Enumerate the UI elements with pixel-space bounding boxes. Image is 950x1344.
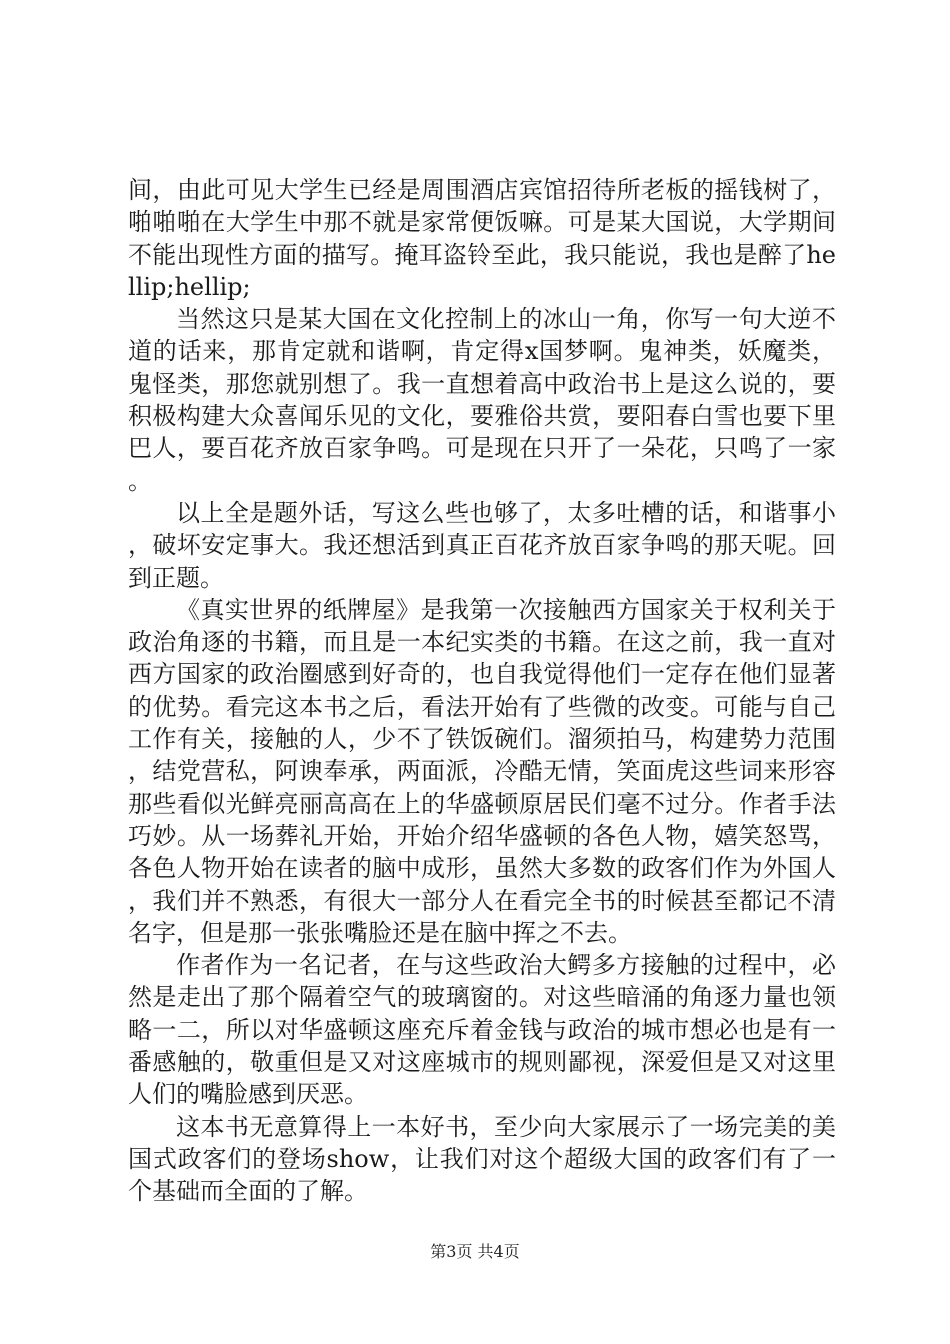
paragraph-1: 间，由此可见大学生已经是周围酒店宾馆招待所老板的摇钱树了，啪啪啪在大学生中那不就是家常便饭嘛。可是某大国说，大学期间不能出现性方面的描写。掩耳盗铃至此，我只能说，我也是醉了hellip;hellip; (128, 176, 836, 301)
page-number-footer: 第3页 共4页 (430, 1242, 520, 1261)
paragraph-4: 《真实世界的纸牌屋》是我第一次接触西方国家关于权利关于政治角逐的书籍，而且是一本纪实类的书籍。在这之前，我一直对西方国家的政治圈感到好奇的，也自我觉得他们一定存在他们显著的优势。看完这本书之后，看法开始有了些微的改变。可能与自己工作有关，接触的人，少不了铁饭碗们。溜须拍马，构建势力范围，结党营私，阿谀奉承，两面派，冷酷无情，笑面虎这些词来形容那些看似光鲜亮丽高高在上的华盛顿原居民们毫不过分。作者手法巧妙。从一场葬礼开始，开始介绍华盛顿的各色人物，嬉笑怒骂，各色人物开始在读者的脑中成形，虽然大多数的政客们作为外国人，我们并不熟悉，有很大一部分人在看完全书的时候甚至都记不清名字，但是那一张张嘴脸还是在脑中挥之不去。 (128, 595, 836, 947)
paragraph-2: 当然这只是某大国在文化控制上的冰山一角，你写一句大逆不道的话来，那肯定就和谐啊，肯定得x国梦啊。鬼神类，妖魔类，鬼怪类，那您就别想了。我一直想着高中政治书上是这么说的，要积极构建大众喜闻乐见的文化，要雅俗共赏，要阳春白雪也要下里巴人，要百花齐放百家争鸣。可是现在只开了一朵花，只鸣了一家。 (128, 305, 836, 495)
body-text (128, 174, 836, 1208)
paragraph-5: 作者作为一名记者，在与这些政治大鳄多方接触的过程中，必然是走出了那个隔着空气的玻璃窗的。对这些暗涌的角逐力量也领略一二，所以对华盛顿这座充斥着金钱与政治的城市想必也是有一番感触的，敬重但是又对这座城市的规则鄙视，深爱但是又对这里人们的嘴脸感到厌恶。 (128, 951, 836, 1109)
paragraph-3: 以上全是题外话，写这么些也够了，太多吐槽的话，和谐事小，破坏安定事大。我还想活到真正百花齐放百家争鸣的那天呢。回到正题。 (128, 498, 836, 592)
paragraph-6: 这本书无意算得上一本好书，至少向大家展示了一场完美的美国式政客们的登场show，让我们对这个超级大国的政客们有了一个基础而全面的了解。 (128, 1112, 836, 1206)
